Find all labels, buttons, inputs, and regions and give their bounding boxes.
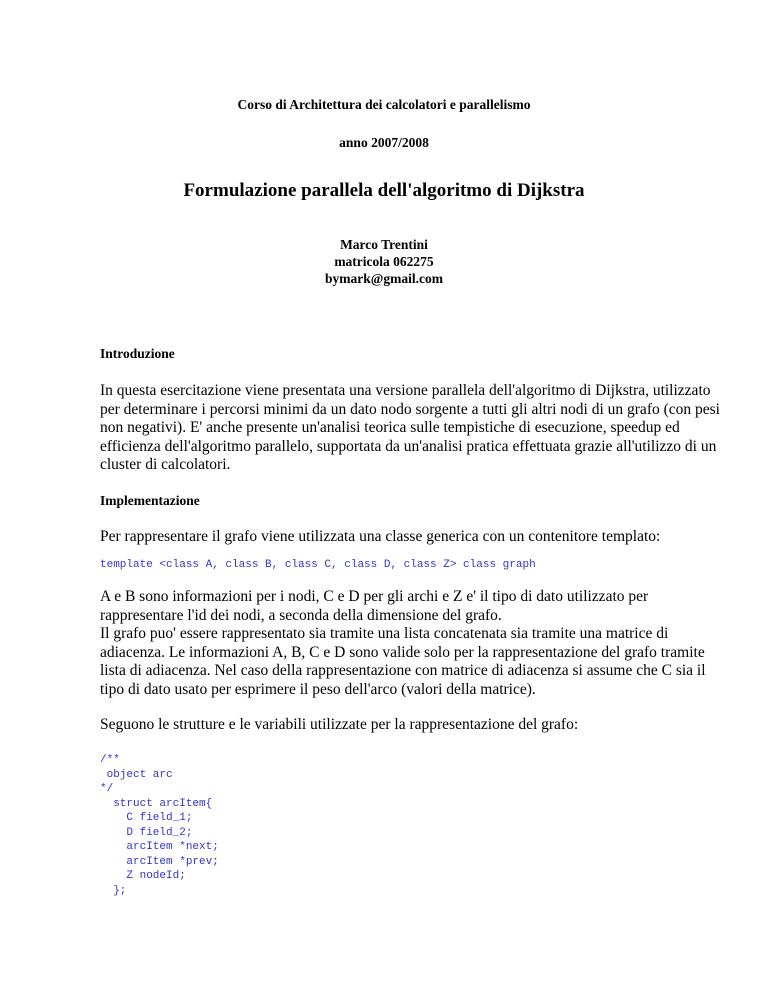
code-line: arcItem *next;	[100, 841, 219, 853]
author-matricola: matricola 062275	[334, 254, 434, 269]
code-line: object arc	[100, 768, 173, 781]
document-title: Formulazione parallela dell'algoritmo di Dijkstra	[183, 180, 585, 201]
author-block	[0, 236, 768, 287]
code-line: D field_2;	[100, 826, 193, 839]
code-line: struct arcItem{	[100, 797, 213, 810]
implementation-line: Il grafo puo' essere rappresentato sia tramite una lista concatenata sia tramite una matrice di	[100, 625, 669, 642]
implementation-line: A e B sono informazioni per i nodi, C e D per gli archi e Z e' il tipo di dato utilizzato per	[100, 588, 649, 605]
code-line: Z nodeId;	[100, 870, 186, 882]
implementation-line: lista di adiacenza. Nel caso della rappresentazione con matrice di adiacenza si assume che C sia il	[100, 662, 706, 679]
template-code: template <class A, class B, class C, class D, class Z> class graph	[100, 559, 536, 571]
intro-line: non negativi). E' anche presente un'analisi teorica sulle tempistiche di esecuzione, speedup ed	[100, 419, 680, 436]
implementation-line: rappresentare l'id dei nodi, a seconda della dimensione del grafo.	[100, 606, 502, 624]
implementation-heading: Implementazione	[100, 493, 200, 508]
intro-line: In questa esercitazione viene presentata una versione parallela dell'algoritmo di Dijkstra, utilizzato	[100, 382, 711, 399]
course-title: Corso di Architettura dei calcolatori e parallelismo	[237, 97, 531, 112]
implementation-paragraph	[100, 588, 706, 699]
author-email: bymark@gmail.com	[325, 271, 443, 286]
intro-line: per determinare i percorsi minimi da un dato nodo sorgente a tutti gli altri nodi di un grafo (con pesi	[100, 400, 720, 418]
intro-paragraph	[100, 382, 720, 475]
code-line: /**	[100, 754, 120, 766]
author-name: Marco Trentini	[340, 237, 428, 252]
code-line: C field_1;	[100, 812, 193, 824]
implementation-intro	[100, 528, 676, 547]
code-line: */	[100, 783, 114, 795]
implementation-intro-line: Per rappresentare il grafo viene utilizzata una classe generica con un contenitore templato:	[100, 528, 661, 545]
code-line: };	[100, 884, 127, 897]
structures-intro-line: Seguono le strutture e le variabili utilizzate per la rappresentazione del grafo:	[100, 716, 579, 733]
intro-line: efficienza dell'algoritmo parallelo, supportata da un'analisi pratica effettuata grazie all'utilizzo di un	[100, 437, 717, 455]
intro-heading: Introduzione	[100, 346, 175, 361]
code-line: arcItem *prev;	[100, 855, 219, 868]
intro-line: cluster di calcolatori.	[100, 456, 231, 473]
struct-code-block	[100, 753, 219, 898]
implementation-line: adiacenza. Le informazioni A, B, C e D sono valide solo per la rappresentazione del grafo tramite	[100, 643, 705, 661]
academic-year: anno 2007/2008	[339, 135, 429, 150]
implementation-line: tipo di dato usato per esprimere il peso dell'arco (valori della matrice).	[100, 680, 536, 698]
structures-intro	[100, 716, 676, 735]
